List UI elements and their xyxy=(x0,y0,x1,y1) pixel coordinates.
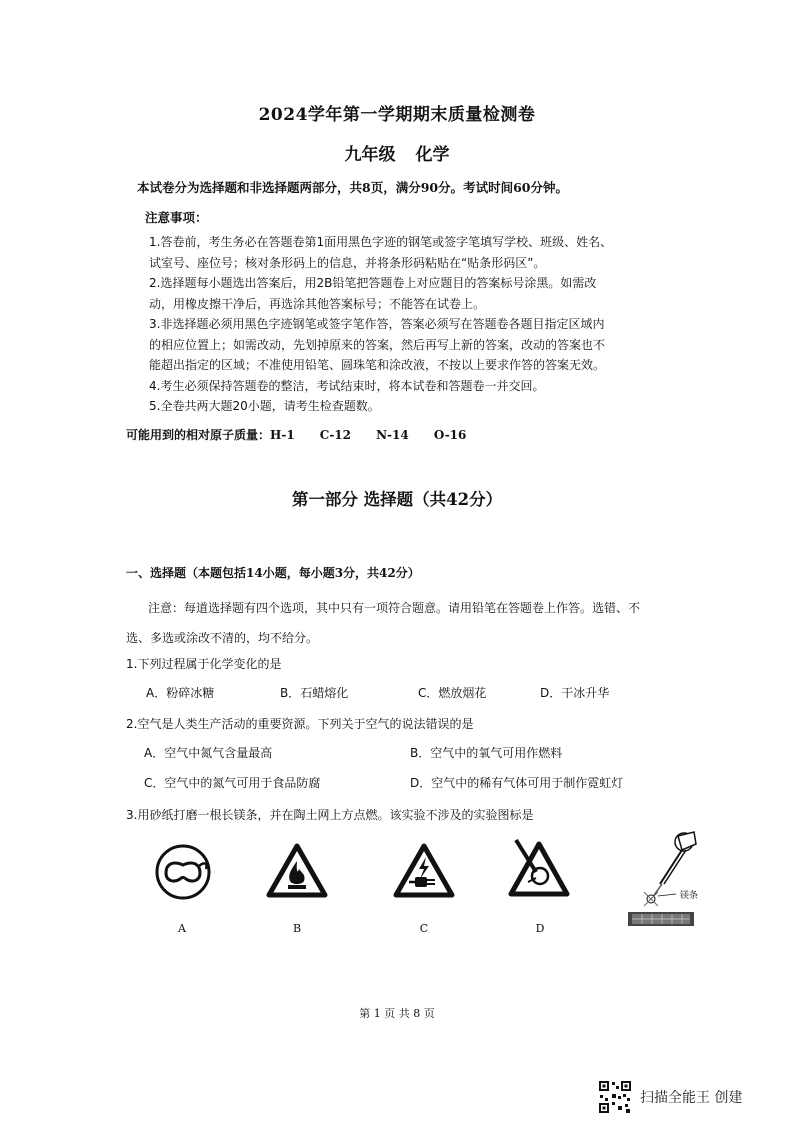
question-2-option-a: A．空气中氮气含量最高 xyxy=(144,746,273,760)
notice-line: 3.非选择题必须用黑色字迹钢笔或签字笔作答，答案必须写在答题卷各题目指定区域内 xyxy=(149,317,605,331)
notice-list xyxy=(149,232,669,417)
notice-line: 的相应位置上；如需改动，先划掉原来的答案，然后再写上新的答案，改动的答案也不 xyxy=(149,337,606,352)
atomic-masses-label: 可能用到的相对原子质量： xyxy=(126,428,271,442)
goggles-icon xyxy=(154,843,212,901)
question-1-option-c: C．燃放烟花 xyxy=(418,686,487,700)
icon-label-b: B xyxy=(292,922,302,935)
notice-line: 动，用橡皮擦干净后，再选涂其他答案标号；不能答在试卷上。 xyxy=(149,296,486,311)
icon-label-c: C xyxy=(419,922,429,935)
page-number: 第 1 页 共 8 页 xyxy=(359,1007,435,1020)
notice-line: 试室号、座位号；核对条形码上的信息，并将条形码粘贴在“贴条形码区”。 xyxy=(149,255,546,270)
qr-code-icon xyxy=(598,1080,632,1114)
question-2-option-b: B．空气中的氧气可用作燃料 xyxy=(410,746,563,760)
question-2-stem: 2.空气是人类生产活动的重要资源。下列关于空气的说法错误的是 xyxy=(126,717,474,731)
exam-intro: 本试卷分为选择题和非选择题两部分，共8页，满分90分。考试时间60分钟。 xyxy=(137,180,568,195)
notice-title: 注意事项： xyxy=(145,210,208,225)
electric-plug-icon xyxy=(393,843,455,899)
exam-subtitle: 九年级 化学 xyxy=(344,145,450,165)
exam-title: 2024学年第一学期期末质量检测卷 xyxy=(258,105,536,125)
notice-line: 2.选择题每小题选出答案后，用2B铅笔把答题卷上对应题目的答案标号涂黑。如需改 xyxy=(149,276,597,290)
icon-label-a: A xyxy=(178,922,186,935)
atomic-mass-item: O-16 xyxy=(433,428,467,442)
part-one-title: 第一部分 选择题（共42分） xyxy=(291,490,503,509)
magnesium-experiment-figure xyxy=(622,824,714,936)
atomic-mass-item: H-1 xyxy=(270,428,295,442)
hot-object-icon xyxy=(508,838,570,898)
magnesium-label: 镁条 xyxy=(680,891,699,901)
question-3-stem: 3.用砂纸打磨一根长镁条，并在陶土网上方点燃。该实验不涉及的实验图标是 xyxy=(126,808,534,822)
notice-line: 1.答卷前，考生务必在答题卷第1面用黑色字迹的钢笔或签字笔填写学校、班级、姓名、 xyxy=(149,235,613,249)
question-1-stem: 1.下列过程属于化学变化的是 xyxy=(126,657,282,671)
notice-line: 能超出指定的区域；不准使用铅笔、圆珠笔和涂改液，不按以上要求作答的答案无效。 xyxy=(149,358,606,372)
atomic-mass-item: N-14 xyxy=(376,428,409,442)
icon-label-d: D xyxy=(535,922,545,935)
question-1-option-d: D．干冰升华 xyxy=(540,686,610,700)
question-1-option-a: A．粉碎冰糖 xyxy=(146,686,215,700)
section-note: 注意：每道选择题有四个选项，其中只有一项符合题意。请用铅笔在答题卷上作答。选错、不选、多选或涂改不清的，均不给分。 xyxy=(126,601,641,645)
question-2-option-d: D．空气中的稀有气体可用于制作霓虹灯 xyxy=(410,776,624,790)
scanner-watermark: 扫描全能王 创建 xyxy=(640,1090,743,1106)
question-2-option-c: C．空气中的氮气可用于食品防腐 xyxy=(144,776,321,790)
notice-line: 5.全卷共两大题20小题，请考生检查题数。 xyxy=(149,399,380,413)
section-heading: 一、选择题（本题包括14小题，每小题3分，共42分） xyxy=(126,566,420,580)
question-1-option-b: B．石蜡熔化 xyxy=(280,686,349,700)
atomic-mass-item: C-12 xyxy=(319,428,351,442)
notice-line: 4.考生必须保持答题卷的整洁，考试结束时，将本试卷和答题卷一并交回。 xyxy=(149,378,545,393)
flame-hazard-icon xyxy=(266,843,328,899)
atomic-masses xyxy=(126,426,466,443)
